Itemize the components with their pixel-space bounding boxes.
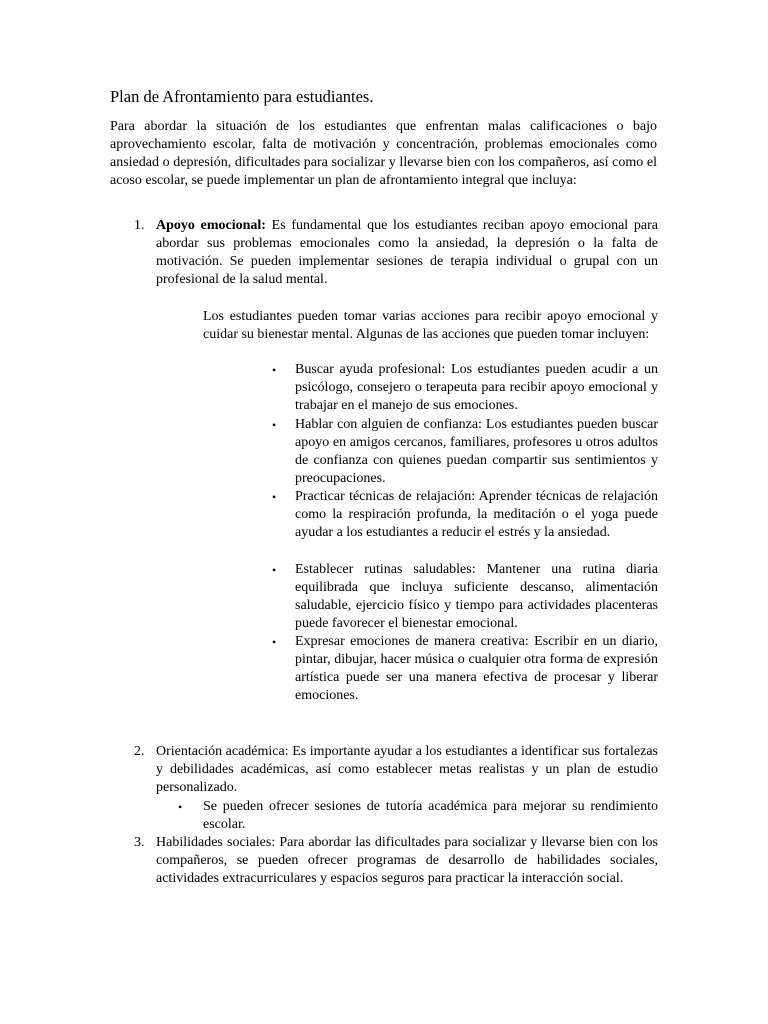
document-title: Plan de Afrontamiento para estudiantes.: [110, 87, 374, 106]
bullet-dot: •: [272, 635, 277, 649]
item-3-number: 3.: [134, 835, 145, 850]
bullet-item: Practicar técnicas de relajación: Aprender técnicas de relajación como la respiración profunda, la meditación o el yoga puede ayudar a los estudiantes a reducir el estrés y la ansiedad.: [295, 489, 658, 540]
item-1-paragraph: [156, 217, 658, 289]
item-1-text: Es fundamental que los estudiantes reciban apoyo emocional para abordar sus problemas emocionales como la ansiedad, la depresión o la falta de motivación. Se pueden implementar sesiones de terapia individual o grupal con un profesional de la salud mental.: [156, 218, 658, 287]
intro-paragraph: Para abordar la situación de los estudiantes que enfrentan malas calificaciones o bajo aprovechamiento escolar, falta de motivación y concentración, problemas emocionales como ansiedad o depresión, dificultades para socializar y llevarse bien con los compañeros, así como el acoso escolar, se puede implementar un plan de afrontamiento integral que incluya:: [110, 119, 657, 188]
bullet-dot: •: [272, 418, 277, 432]
item-2-number: 2.: [134, 744, 145, 759]
bullet-item: Hablar con alguien de confianza: Los estudiantes pueden buscar apoyo en amigos cercanos, familiares, profesores u otros adultos de confianza con quienes puedan compartir sus sentimientos y preocupaciones.: [295, 417, 658, 486]
item-1-heading: Apoyo emocional:: [156, 218, 266, 233]
bullet-dot: •: [272, 563, 277, 577]
bullet-item: Buscar ayuda profesional: Los estudiantes pueden acudir a un psicólogo, consejero o terapeuta para recibir apoyo emocional y trabajar en el manejo de sus emociones.: [295, 362, 658, 413]
bullet-dot: •: [178, 800, 183, 814]
item-2-bullet: Se pueden ofrecer sesiones de tutoría académica para mejorar su rendimiento escolar.: [203, 799, 658, 832]
item-3-paragraph: Habilidades sociales: Para abordar las dificultades para socializar y llevarse bien con los compañeros, se pueden ofrecer programas de desarrollo de habilidades sociales, actividades extracurriculares y espacios seguros para practicar la interacción social.: [156, 835, 658, 886]
bullet-item: Establecer rutinas saludables: Mantener una rutina diaria equilibrada que incluya suficiente descanso, alimentación saludable, ejercicio físico y tiempo para actividades placenteras puede favorecer el bienestar emocional.: [295, 562, 658, 631]
bullet-item: Expresar emociones de manera creativa: Escribir en un diario, pintar, dibujar, hacer música o cualquier otra forma de expresión artística puede ser una manera efectiva de procesar y liberar emociones.: [295, 634, 658, 703]
item-2-paragraph: Orientación académica: Es importante ayudar a los estudiantes a identificar sus fortalezas y debilidades académicas, así como establecer metas realistas y un plan de estudio personalizado.: [156, 744, 658, 795]
item-1-number: 1.: [134, 218, 145, 233]
bullet-dot: •: [272, 490, 277, 504]
bullet-dot: •: [272, 363, 277, 377]
sub-intro-paragraph: Los estudiantes pueden tomar varias acciones para recibir apoyo emocional y cuidar su bienestar mental. Algunas de las acciones que pueden tomar incluyen:: [203, 309, 658, 342]
